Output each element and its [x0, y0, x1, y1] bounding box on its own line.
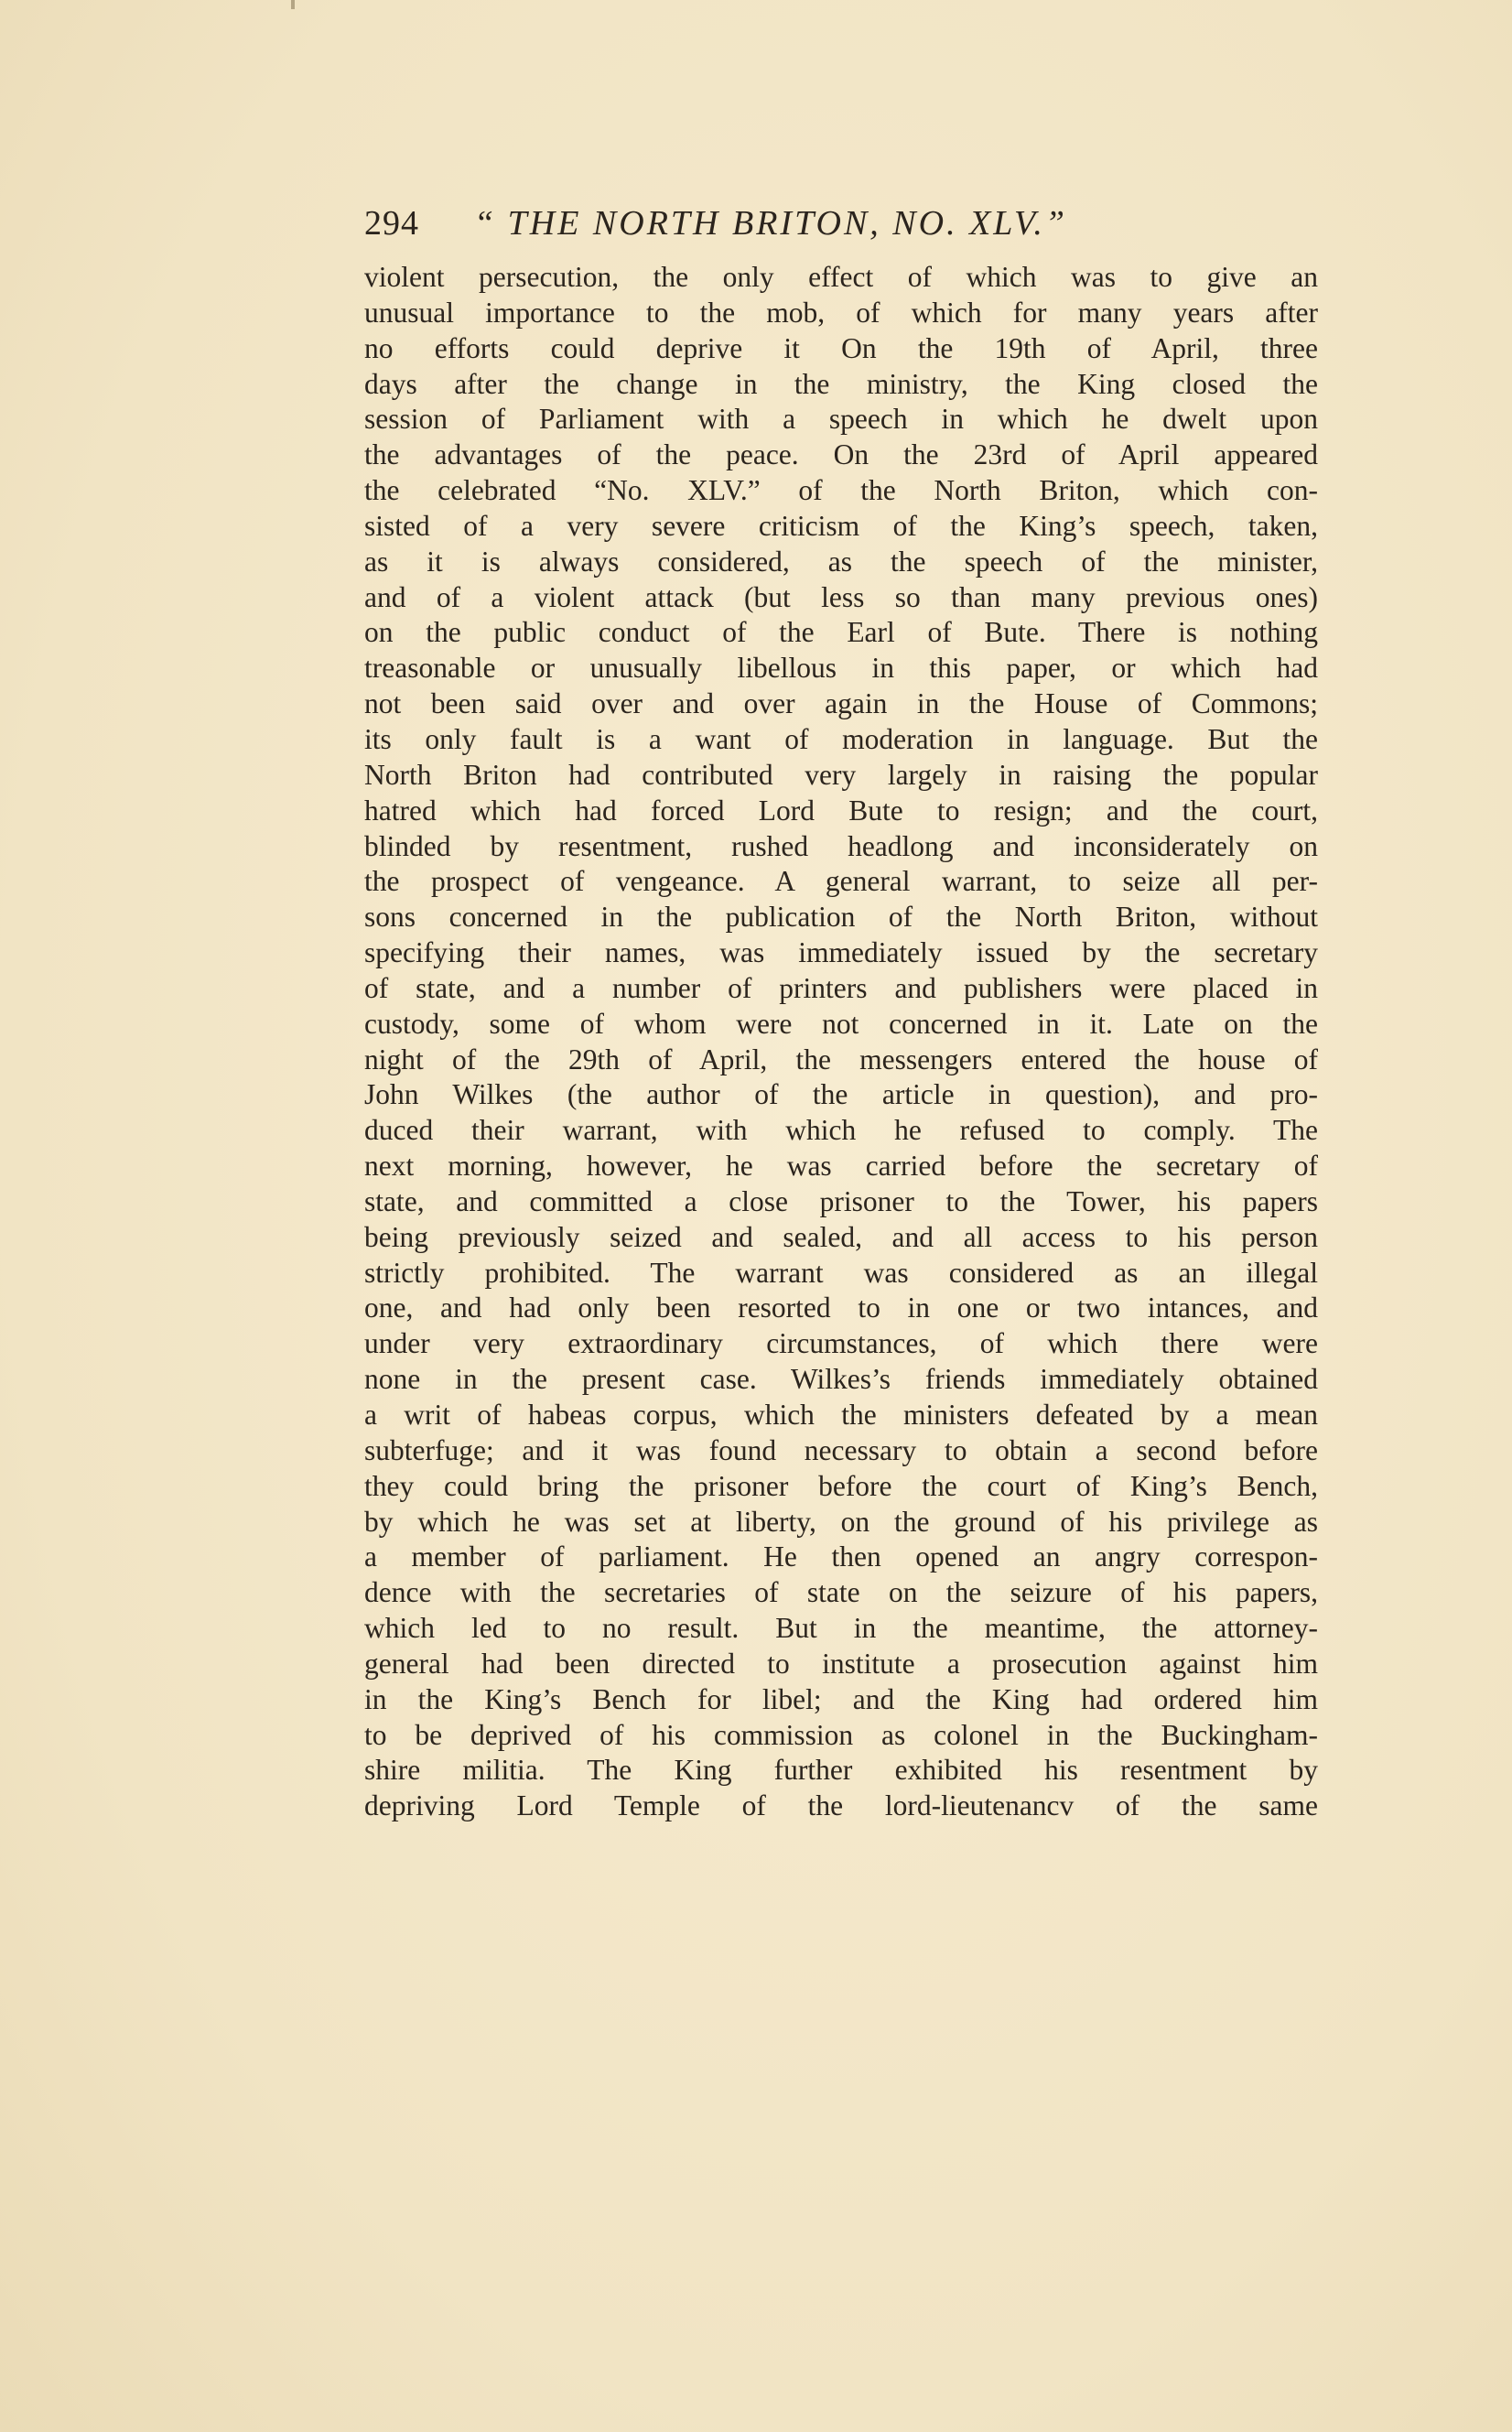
- text-line: a member of parliament. He then opened an angry correspon-: [364, 1540, 1318, 1573]
- text-line: not been said over and over again in the House of Commons;: [364, 687, 1318, 720]
- text-line: unusual importance to the mob, of which for many years after: [364, 296, 1318, 329]
- text-line: the celebrated “No. XLV.” of the North Briton, which con-: [364, 474, 1318, 507]
- page-number: 294: [364, 204, 419, 243]
- text-line: subterfuge; and it was found necessary to obtain a second before: [364, 1433, 1318, 1466]
- text-line: to be deprived of his commission as colonel in the Buckingham-: [364, 1718, 1318, 1751]
- text-line: the advantages of the peace. On the 23rd of April appeared: [364, 438, 1318, 471]
- text-line: of state, and a number of printers and publishers were placed in: [364, 971, 1318, 1004]
- running-title: “ THE NORTH BRITON, NO. XLV.”: [474, 204, 1067, 243]
- text-line: John Wilkes (the author of the article in question), and pro-: [364, 1078, 1318, 1111]
- text-line: and of a violent attack (but less so than many previous ones): [364, 580, 1318, 613]
- text-line: under very extraordinary circumstances, of which there were: [364, 1327, 1318, 1360]
- text-line: in the King’s Bench for libel; and the King had ordered him: [364, 1682, 1318, 1715]
- text-line: North Briton had contributed very largely in raising the popular: [364, 758, 1318, 791]
- text-line: the prospect of vengeance. A general warrant, to seize all per-: [364, 865, 1318, 898]
- text-line: dence with the secretaries of state on the seizure of his papers,: [364, 1576, 1318, 1609]
- text-line: custody, some of whom were not concerned in it. Late on the: [364, 1007, 1318, 1040]
- text-line: shire militia. The King further exhibited his resentment by: [364, 1754, 1318, 1787]
- text-line: depriving Lord Temple of the lord-lieutenancv of the same: [364, 1789, 1318, 1822]
- text-line: state, and committed a close prisoner to the Tower, his papers: [364, 1184, 1318, 1217]
- text-line: days after the change in the ministry, the King closed the: [364, 367, 1318, 400]
- text-line: blinded by resentment, rushed headlong and inconsiderately on: [364, 829, 1318, 862]
- text-line: general had been directed to institute a prosecution against him: [364, 1647, 1318, 1680]
- text-line: on the public conduct of the Earl of Bute. There is nothing: [364, 616, 1318, 649]
- text-line: specifying their names, was immediately issued by the secretary: [364, 936, 1318, 969]
- text-line: no efforts could deprive it On the 19th of April, three: [364, 331, 1318, 364]
- print-speck: [291, 0, 295, 9]
- text-line: one, and had only been resorted to in one or two intances, and: [364, 1292, 1318, 1324]
- text-line: night of the 29th of April, the messengers entered the house of: [364, 1043, 1318, 1075]
- text-line: as it is always considered, as the speech of the minister,: [364, 545, 1318, 578]
- text-line: next morning, however, he was carried before the secretary of: [364, 1150, 1318, 1183]
- text-line: its only fault is a want of moderation in language. But the: [364, 722, 1318, 755]
- body-text: [364, 260, 1318, 1824]
- text-line: which led to no result. But in the meantime, the attorney-: [364, 1612, 1318, 1645]
- text-line: treasonable or unusually libellous in this paper, or which had: [364, 652, 1318, 685]
- text-line: strictly prohibited. The warrant was considered as an illegal: [364, 1256, 1318, 1289]
- text-line: hatred which had forced Lord Bute to resign; and the court,: [364, 794, 1318, 827]
- text-line: sisted of a very severe criticism of the King’s speech, taken,: [364, 509, 1318, 542]
- text-line: duced their warrant, with which he refused to comply. The: [364, 1114, 1318, 1147]
- text-line: being previously seized and sealed, and all access to his person: [364, 1220, 1318, 1253]
- text-line: they could bring the prisoner before the court of King’s Bench,: [364, 1469, 1318, 1502]
- text-line: session of Parliament with a speech in which he dwelt upon: [364, 403, 1318, 436]
- text-line: violent persecution, the only effect of which was to give an: [364, 261, 1318, 293]
- text-line: none in the present case. Wilkes’s friends immediately obtained: [364, 1363, 1318, 1396]
- running-head: [364, 196, 1280, 251]
- text-line: sons concerned in the publication of the North Briton, without: [364, 901, 1318, 934]
- text-line: by which he was set at liberty, on the ground of his privilege as: [364, 1505, 1318, 1538]
- text-line: a writ of habeas corpus, which the ministers defeated by a mean: [364, 1399, 1318, 1431]
